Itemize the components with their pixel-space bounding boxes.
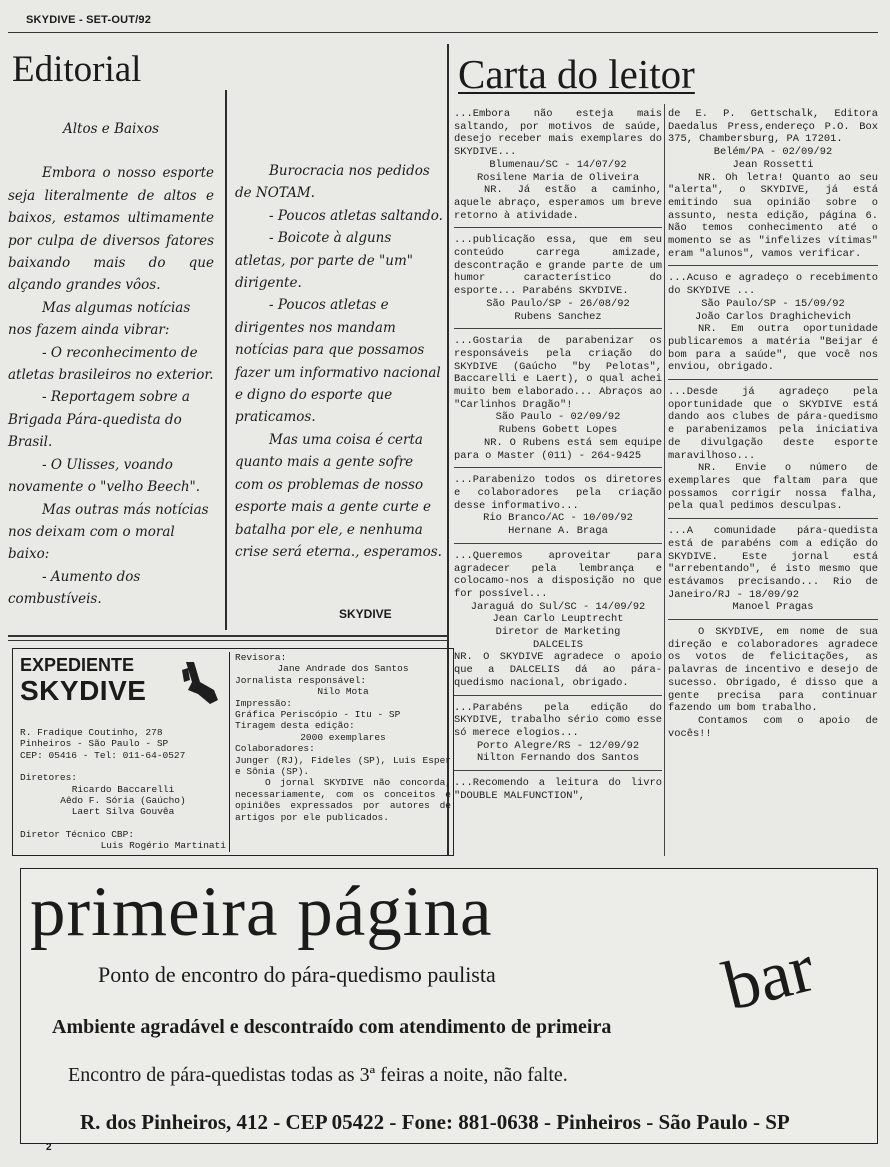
letters-title: Carta do leitor bbox=[458, 51, 695, 97]
letter-reply: NR. Em outra oportunidade publicaremos a matéria "Beijar é bom para a saúde", que você nos enviou, obrigado. bbox=[668, 323, 878, 374]
director-name: Ricardo Baccarelli bbox=[71, 783, 175, 795]
letters-column-divider bbox=[664, 104, 665, 856]
letter-author-company: DALCELIS bbox=[533, 638, 583, 651]
letter-item bbox=[454, 777, 662, 802]
ad-ambience: Ambiente agradável e descontraído com atendimento de primeira bbox=[52, 1016, 612, 1038]
letter-author: Rubens Gobett Lopes bbox=[498, 424, 618, 437]
letter-separator bbox=[668, 379, 878, 380]
credit-label: Tiragem desta edição: bbox=[235, 720, 355, 732]
letter-text: O SKYDIVE, em nome de sua direção e colaboradores agradece os votos de felicitações, as palavras de incentivo e desejo de sucesso. Obrigado, é disso que a gente precisa para continuar fazendo um bom trabalho. bbox=[668, 626, 878, 715]
director-name: Aêdo F. Sória (Gaúcho) bbox=[60, 795, 186, 807]
letter-separator bbox=[668, 518, 878, 519]
letter-origin: Belém/PA - 02/09/92 bbox=[713, 146, 833, 159]
letter-item bbox=[668, 626, 878, 740]
letters-column-1 bbox=[454, 108, 662, 807]
letter-origin: Porto Alegre/RS - 12/09/92 bbox=[476, 739, 640, 752]
letter-author: Hernane A. Braga bbox=[508, 525, 608, 538]
letter-separator bbox=[454, 227, 662, 228]
editorial-paragraph: Embora o nosso esporte seja literalmente de altos e baixos, estamos ultimamente por culpa de diversos fatores baixando mais do que alçando grandes vôos. bbox=[8, 165, 214, 294]
editorial-paragraph: Mas uma coisa é certa quanto mais a gente sofre com os problemas de nosso esporte mais a gente curte e batalha por ele, e nenhuma crise será eterna., esperamos. bbox=[235, 431, 442, 560]
letter-reply: NR. Já estão a caminho, aquele abraço, esperamos um breve retorno à atividade. bbox=[454, 184, 662, 222]
editorial-signature: SKYDIVE bbox=[339, 607, 392, 621]
letter-text: ...Embora não esteja mais saltando, por motivos de saúde, desejo receber mais exemplares do SKYDIVE... bbox=[454, 108, 662, 159]
letter-author: Jean Carlo Leuptrecht bbox=[492, 613, 624, 626]
editorial-column-divider bbox=[225, 90, 227, 630]
letter-item bbox=[454, 474, 662, 538]
letter-text: ...Recomendo a leitura do livro "DOUBLE MALFUNCTION", bbox=[454, 777, 662, 802]
letter-origin: São Paulo/SP - 15/09/92 bbox=[701, 297, 845, 310]
editorial-paragraph: - Poucos atletas e dirigentes nos mandam notícias para que possamos fazer um informativo nacional e digno do esporte que praticamos. bbox=[235, 297, 441, 426]
letter-author: Manoel Pragas bbox=[732, 601, 814, 614]
letter-author: Jean Rossetti bbox=[732, 158, 814, 171]
letter-origin: Blumenau/SC - 14/07/92 bbox=[489, 158, 627, 171]
address-line: R. Fradique Coutinho, 278 bbox=[20, 727, 163, 738]
letter-reply: NR. O Rubens está sem equipe para o Master (011) - 264-9425 bbox=[454, 436, 662, 462]
editorial-paragraph: - O reconhecimento de atletas brasileiros no exterior. bbox=[8, 344, 214, 384]
credit-value: 2000 exemplares bbox=[300, 731, 386, 743]
letters-column-2 bbox=[668, 108, 878, 745]
credit-value: Gráfica Periscópio - Itu - SP bbox=[235, 709, 401, 721]
letter-text: ...Desde já agradeço pela oportunidade que o SKYDIVE está dando aos clubes de pára-quedismo e parabenizamos pela iniciativa de divulgação deste esporte maravilhoso... bbox=[668, 386, 878, 462]
letter-text: ...Queremos aproveitar para agradecer pela lembrança e colocamo-nos a disposição no que for possível... bbox=[454, 549, 662, 600]
editorial-paragraph: - Reportagem sobre a Brigada Pára-quedista do Brasil. bbox=[8, 389, 190, 451]
ad-meeting: Encontro de pára-quedistas todas as 3ª feiras a noite, não falte. bbox=[68, 1064, 568, 1086]
address-line: CEP: 05416 - Tel: 011-64-0527 bbox=[20, 749, 186, 761]
letter-separator bbox=[454, 467, 662, 468]
editorial-column-1 bbox=[8, 118, 214, 611]
credit-value: Jane Andrade dos Santos bbox=[277, 663, 409, 675]
letter-text: ...A comunidade pára-quedista está de parabéns com a edição do SKYDIVE. Este jornal está "arrebentando", é isto mesmo que estávamos precisando... Rio de Janeiro/RJ - 18/09/92 bbox=[668, 525, 878, 601]
credit-value: Nilo Mota bbox=[317, 686, 369, 698]
letter-author-role: Diretor de Marketing bbox=[495, 626, 621, 639]
running-header: SKYDIVE - SET-OUT/92 bbox=[26, 14, 152, 26]
editorial-paragraph: - Aumento dos combustíveis. bbox=[8, 568, 141, 608]
header-rule bbox=[8, 32, 878, 33]
letter-text: ...Gostaria de parabenizar os responsáveis pela criação do SKYDIVE (Gaúcho "by Pelotas", Baccarelli e Laert), o qual achei muito bem elaborado... Abraços ao "Carlinhos Dragão"! bbox=[454, 335, 662, 411]
ad-address: R. dos Pinheiros, 412 - CEP 05422 - Fone: 881-0638 - Pinheiros - São Paulo - SP bbox=[80, 1110, 790, 1134]
director-name: Laert Silva Gouvêa bbox=[71, 806, 175, 818]
letter-reply: NR. Oh letra! Quanto ao seu "alerta", o SKYDIVE, já está emitindo sua opinião sobre o assunto, nesta edição, página 6. Não temos conhecimento até o momento se as "infelizes vítimas" eram "alunos", vamos verificar. bbox=[668, 171, 878, 260]
letter-reply: NR. O SKYDIVE agradece o apoio que a DALCELIS dá ao pára-quedismo nacional, obrigado. bbox=[454, 651, 662, 689]
editorial-bottom-rule bbox=[8, 635, 448, 637]
letter-separator bbox=[668, 619, 878, 620]
letter-origin: Jaraguá do Sul/SC - 14/09/92 bbox=[470, 600, 646, 613]
editorial-title: Editorial bbox=[12, 49, 142, 90]
editorial-paragraph: Mas algumas notícias nos fazem ainda vibrar: bbox=[8, 299, 191, 339]
letter-separator bbox=[454, 770, 662, 771]
page-number: 2 bbox=[46, 1142, 52, 1153]
letter-item bbox=[454, 108, 662, 222]
editorial-paragraph: - O Ulisses, voando novamente o "velho Beech". bbox=[8, 456, 201, 496]
credit-label: Revisora: bbox=[235, 652, 287, 663]
editorial-subtitle: Altos e Baixos bbox=[62, 121, 160, 137]
skydiver-logo-icon bbox=[180, 660, 220, 711]
tech-director-name: Luis Rogério Martinati bbox=[100, 840, 226, 852]
directors-label: Diretores: bbox=[20, 772, 78, 784]
editorial-column-2 bbox=[235, 160, 443, 563]
letter-origin: Rio Branco/AC - 10/09/92 bbox=[483, 512, 633, 525]
letter-author: Rosilene Maria de Oliveira bbox=[476, 171, 640, 184]
credit-label: Impressão: bbox=[235, 697, 293, 709]
address-line: Pinheiros - São Paulo - SP bbox=[20, 738, 169, 750]
expediente-brand: SKYDIVE bbox=[20, 675, 147, 706]
ad-tagline: Ponto de encontro do pára-quedismo paulista bbox=[98, 962, 496, 987]
letter-item bbox=[454, 702, 662, 766]
letter-reply: NR. Envie o número de exemplares que faltam para que possamos corrigir nossa falha, pela qual pedimos desculpas. bbox=[668, 462, 878, 513]
letter-origin: São Paulo/SP - 26/08/92 bbox=[486, 297, 630, 310]
credit-label: Jornalista responsável: bbox=[235, 674, 367, 686]
tech-director-label: Diretor Técnico CBP: bbox=[20, 828, 135, 840]
letter-author: Rubens Sanchez bbox=[514, 310, 602, 323]
letter-reply: Contamos com o apoio de vocês!! bbox=[668, 714, 878, 740]
editorial-paragraph: - Poucos atletas saltando. bbox=[269, 207, 443, 224]
expediente-right bbox=[235, 652, 451, 823]
editorial-bottom-rule-thin bbox=[8, 640, 448, 641]
expediente-label: EXPEDIENTE bbox=[20, 655, 135, 675]
ad-bar-word: bar bbox=[716, 929, 822, 1026]
letter-text: ...Acuso e agradeço o recebimento do SKYDIVE ... bbox=[668, 272, 878, 298]
letter-origin: São Paulo - 02/09/92 bbox=[495, 411, 621, 424]
editorial-paragraph: - Boicote à alguns atletas, por parte de "um" dirigente. bbox=[235, 230, 413, 292]
expediente-left bbox=[20, 727, 226, 852]
letter-author: João Carlos Draghichevich bbox=[695, 310, 851, 323]
disclaimer: O jornal SKYDIVE não concorda, necessariamente, com os conceitos e opiniões expressados por autores de artigos por ele publicados. bbox=[235, 777, 451, 823]
letter-separator bbox=[668, 265, 878, 266]
letter-separator bbox=[454, 543, 662, 544]
letter-text: ...Parabéns pela edição do SKYDIVE, trabalho sério como esse só merece elogios... bbox=[454, 701, 662, 739]
letter-text: ...publicação essa, que em seu conteúdo carrega amizade, descontração e grande parte de um humor característico do esporte... Parabéns SKYDIVE. bbox=[454, 234, 662, 298]
letter-text: de E. P. Gettschalk, Editora Daedalus Press,endereço P.O. Box 375, Chambersburg, PA 17201. bbox=[668, 108, 878, 146]
letter-text: ...Parabenizo todos os diretores e colaboradores pela criação desse informativo... bbox=[454, 474, 662, 512]
letter-item bbox=[668, 108, 878, 260]
credit-label: Colaboradores: bbox=[235, 743, 315, 755]
editorial-paragraph: Mas outras más notícias nos deixam com o moral baixo: bbox=[8, 501, 209, 563]
expediente-divider bbox=[229, 652, 230, 852]
editorial-paragraph: Burocracia nos pedidos de NOTAM. bbox=[235, 163, 430, 202]
letter-item bbox=[454, 335, 662, 462]
letter-author: Nilton Fernando dos Santos bbox=[476, 752, 640, 765]
letter-item bbox=[668, 386, 878, 513]
letter-separator bbox=[454, 328, 662, 329]
letter-separator bbox=[454, 695, 662, 696]
letter-item bbox=[454, 234, 662, 323]
letter-item bbox=[454, 550, 662, 690]
letter-item bbox=[668, 272, 878, 374]
ad-title: primeira página bbox=[30, 873, 493, 951]
letter-item bbox=[668, 525, 878, 614]
credit-value: Junger (RJ), Fideles (SP), Luis Esper e Sônia (SP). bbox=[235, 754, 451, 778]
